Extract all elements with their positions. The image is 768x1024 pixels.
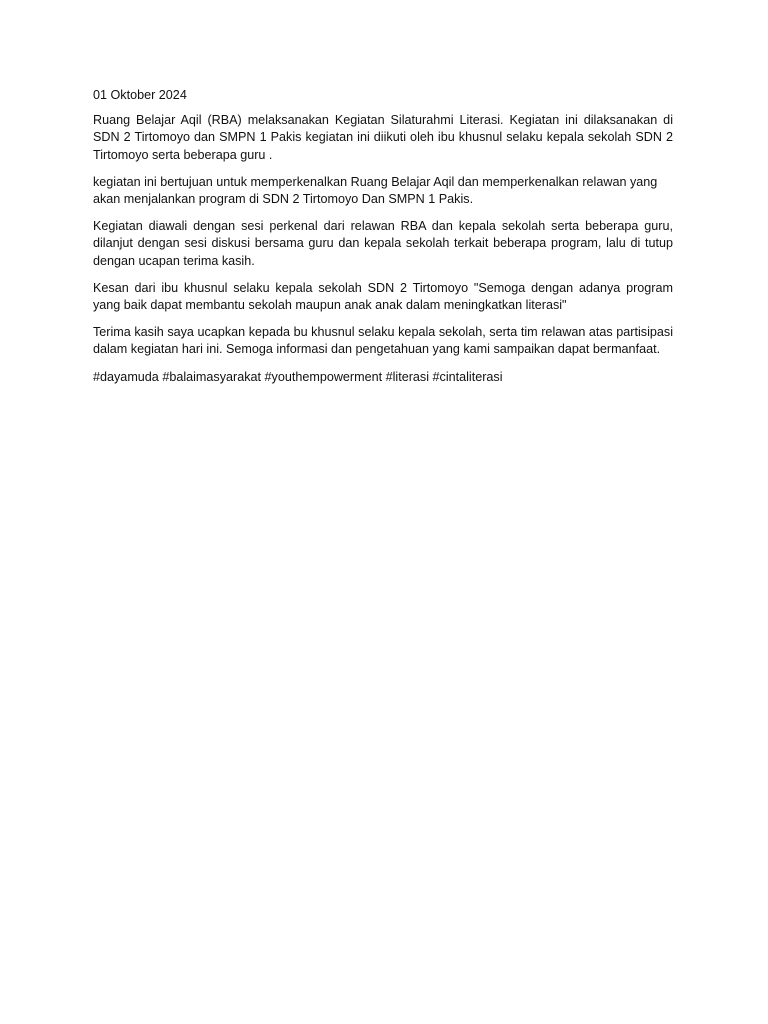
paragraph-purpose: kegiatan ini bertujuan untuk memperkenalkan Ruang Belajar Aqil dan memperkenalkan relawan yang akan menjalankan program di SDN 2 Tirtomoyo Dan SMPN 1 Pakis. xyxy=(93,174,658,207)
paragraph-impression: Kesan dari ibu khusnul selaku kepala sekolah SDN 2 Tirtomoyo "Semoga dengan adanya program yang baik dapat membantu sekolah maupun anak anak dalam meningkatkan literasi" xyxy=(93,280,673,313)
paragraph-thanks: Terima kasih saya ucapkan kepada bu khusnul selaku kepala sekolah, serta tim relawan atas partisipasi dalam kegiatan hari ini. Semoga informasi dan pengetahuan yang kami sampaikan dapat bermanfaat. xyxy=(93,325,673,357)
paragraph-activities: Kegiatan diawali dengan sesi perkenal dari relawan RBA dan kepala sekolah serta beberapa guru, dilanjut dengan sesi diskusi bersama guru dan kepala sekolah terkait beberapa program, lalu di tutup dengan ucapan terima kasih. xyxy=(93,219,673,268)
document-date: 01 Oktober 2024 xyxy=(93,88,187,102)
hashtags: #dayamuda #balaimasyarakat #youthempowerment #literasi #cintaliterasi xyxy=(93,369,503,384)
document-body xyxy=(93,87,673,386)
paragraph-intro: Ruang Belajar Aqil (RBA) melaksanakan Kegiatan Silaturahmi Literasi. Kegiatan ini dilaksanakan di SDN 2 Tirtomoyo dan SMPN 1 Pakis kegiatan ini diikuti oleh ibu khusnul selaku kepala sekolah SDN 2 Tirtomoyo serta beberapa guru . xyxy=(93,113,673,162)
